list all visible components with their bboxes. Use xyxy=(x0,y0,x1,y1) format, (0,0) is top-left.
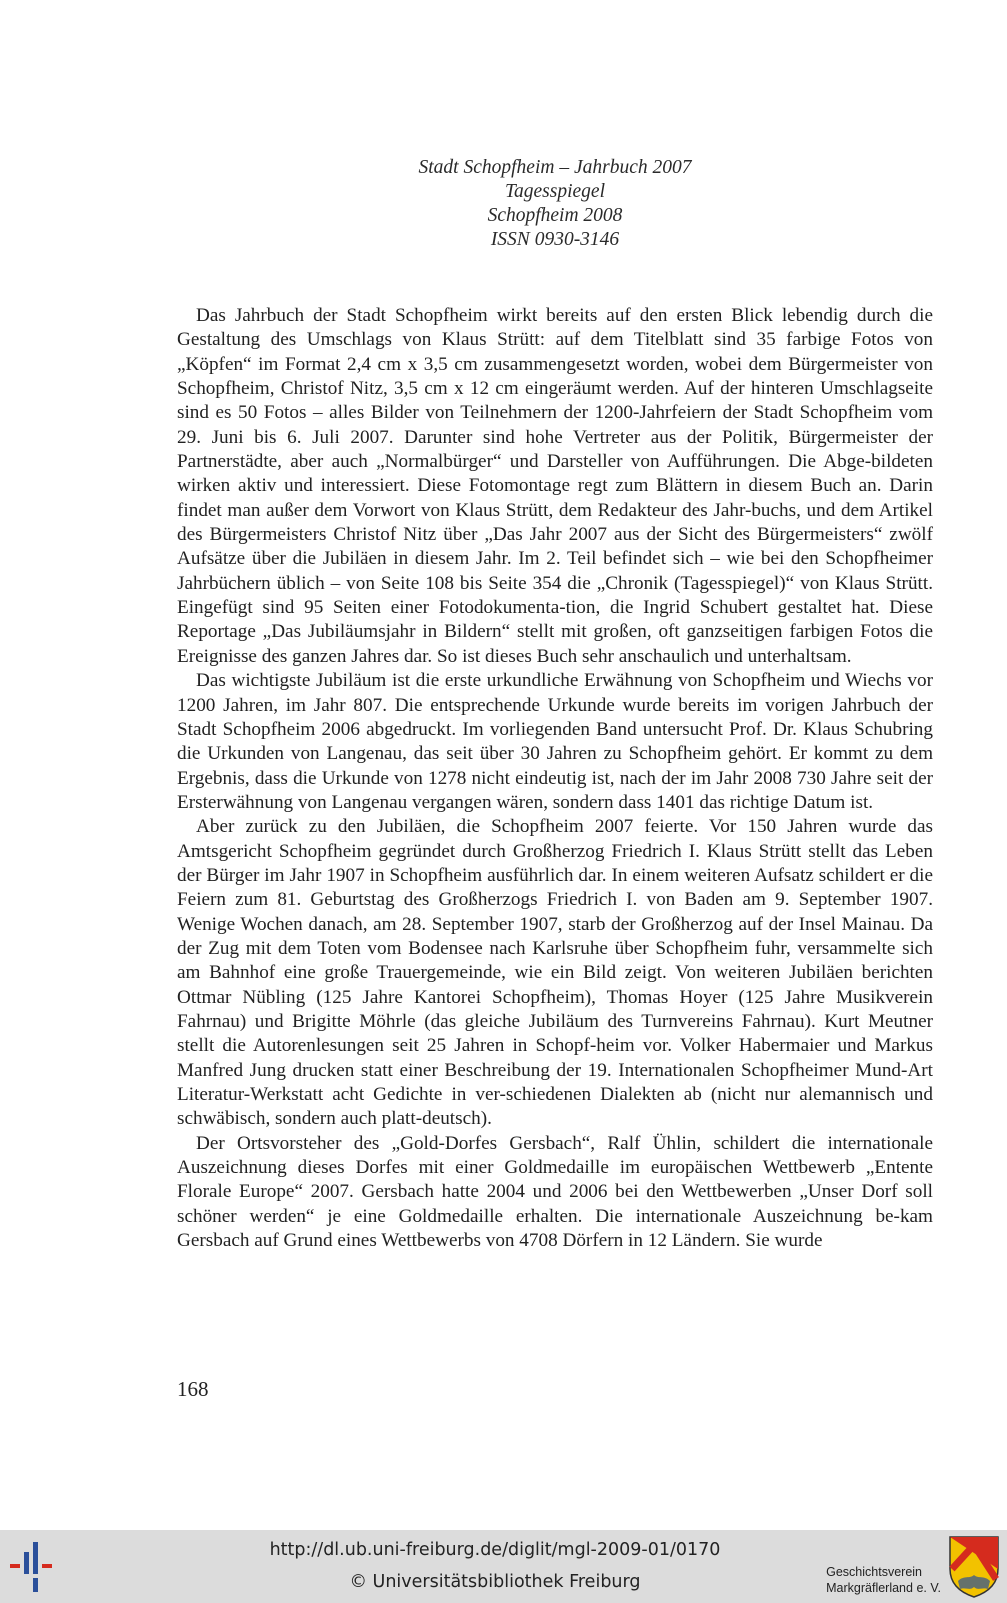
copyright-text: © Universitätsbibliothek Freiburg xyxy=(349,1572,641,1592)
ub-freiburg-logo-icon xyxy=(6,1538,66,1596)
coat-of-arms-icon xyxy=(948,1535,1000,1599)
paragraph: Das wichtigste Jubiläum ist die erste urkundliche Erwähnung von Schopfheim und Wiechs vor 1200 Jahren, im Jahr 807. Die entsprechende Urkunde wurde bereits im vorigen Jahrbuch der Stadt Schopfheim 2006 abgedruckt. Im vorliegenden Band untersucht Prof. Dr. Klaus Schubring die Urkunden von Langenau, das seit über 30 Jahren zu Schopfheim gehört. Er kommt zu dem Ergebnis, dass die Urkunde von 1278 nicht eindeutig ist, nach der im Jahr 2008 730 Jahre seit der Ersterwähnung von Langenau vergangen wären, sondern dass 1401 das richtige Datum ist. xyxy=(177,670,933,813)
society-name-line1: Geschichtsverein xyxy=(826,1565,922,1579)
paragraph: Aber zurück zu den Jubiläen, die Schopfheim 2007 feierte. Vor 150 Jahren wurde das Amtsgericht Schopfheim gegründet durch Großherzog Friedrich I. Klaus Strütt stellt das Leben der Bürger im Jahr 1907 in Schopfheim ausführlich dar. In einem weiteren Aufsatz schildert er die Feiern zum 81. Geburtstag des Großherzogs Friedrich I. von Baden am 9. September 1907. Wenige Wochen danach, am 28. September 1907, starb der Großherzog auf der Insel Mainau. Da der Zug mit dem Toten vom Bodensee nach Karlsruhe über Schopfheim fuhr, versammelte sich am Bahnhof eine große Trauergemeinde, wie ein Bild zeigt. Von weiteren Jubiläen berichten Ottmar Nübling (125 Jahre Kantorei Schopfheim), Thomas Hoyer (125 Jahre Musikverein Fahrnau) und Brigitte Möhrle (das gleiche Jubiläum des Turnvereins Fahrnau). Kurt Meutner stellt die Autorenlesungen seit 25 Jahren in Schopf-heim vor. Volker Habermaier und Markus Manfred Jung drucken statt einer Beschreibung der 19. Internationalen Schopfheimer Mund-Art Literatur-Werkstatt acht Gedichte in ver-schiedenen Dialekten ab (nicht nur alemannisch und schwäbisch, sondern auch platt-deutsch). xyxy=(177,816,933,1130)
page-number: 168 xyxy=(177,1377,209,1401)
society-name xyxy=(826,1564,941,1596)
society-name-line2: Markgräflerland e. V. xyxy=(826,1581,941,1595)
header-edition: Schopfheim 2008 xyxy=(487,205,623,226)
paragraph: Der Ortsvorsteher des „Gold-Dorfes Gersbach“, Ralf Ühlin, schildert die internationale Auszeichnung dieses Dorfes mit einer Goldmedaille im europäischen Wettbewerb „Entente Florale Europe“ 2007. Gersbach hatte 2004 und 2006 bei den Wettbewerben „Unser Dorf soll schöner werden“ je eine Goldmedaille erhalten. Die internationale Auszeichnung be-kam Gersbach auf Grund eines Wettbewerbs von 4708 Dörfern in 12 Ländern. Sie wurde xyxy=(177,1132,933,1252)
header-issn: ISSN 0930-3146 xyxy=(490,229,620,250)
library-footer xyxy=(0,1530,1007,1603)
header-title: Stadt Schopfheim – Jahrbuch 2007 xyxy=(418,157,692,178)
paragraph: Das Jahrbuch der Stadt Schopfheim wirkt bereits auf den ersten Blick lebendig durch die Gestaltung des Umschlags von Klaus Strütt: auf dem Titelblatt sind 35 farbige Fotos von „Köpfen“ im Format 2,4 cm x 3,5 cm zusammengesetzt worden, wobei dem Bürgermeister von Schopfheim, Christof Nitz, 3,5 cm x 12 cm eingeräumt werden. Auf der hinteren Umschlagseite sind es 50 Fotos – alles Bilder von Teilnehmern der 1200-Jahrfeiern der Stadt Schopfheim vom 29. Juni bis 6. Juli 2007. Darunter sind hohe Vertreter aus der Politik, Bürgermeister der Partnerstädte, aber auch „Normalbürger“ und Darsteller von Aufführungen. Die Abge-bildeten wirken aktiv und interessiert. Diese Fotomontage regt zum Blättern in diesem Buch an. Darin findet man außer dem Vorwort von Klaus Strütt, dem Redakteur des Jahr-buchs, und dem Artikel des Bürgermeisters Christof Nitz über „Das Jahr 2007 aus der Sicht des Bürgermeisters“ zwölf Aufsätze über die Jubiläen in diesem Jahr. Im 2. Teil befindet sich – wie bei den Schopfheimer Jahrbüchern üblich – von Seite 108 bis Seite 354 die „Chronik (Tagesspiegel)“ von Klaus Strütt. Eingefügt sind 95 Seiten einer Fotodokumenta-tion, die Ingrid Schubert gestaltet hat. Diese Reportage „Das Jubiläumsjahr in Bildern“ stellt mit großen, oft ganzseitigen farbigen Fotos die Ereignisse des ganzen Jahres dar. So ist dieses Buch sehr anschaulich und unterhaltsam. xyxy=(177,305,933,667)
header-subtitle: Tagesspiegel xyxy=(504,181,606,202)
review-body xyxy=(177,304,933,1253)
book-header xyxy=(0,156,1007,252)
document-url-link[interactable]: http://dl.ub.uni-freiburg.de/diglit/mgl-2009-01/0170 xyxy=(269,1540,721,1560)
